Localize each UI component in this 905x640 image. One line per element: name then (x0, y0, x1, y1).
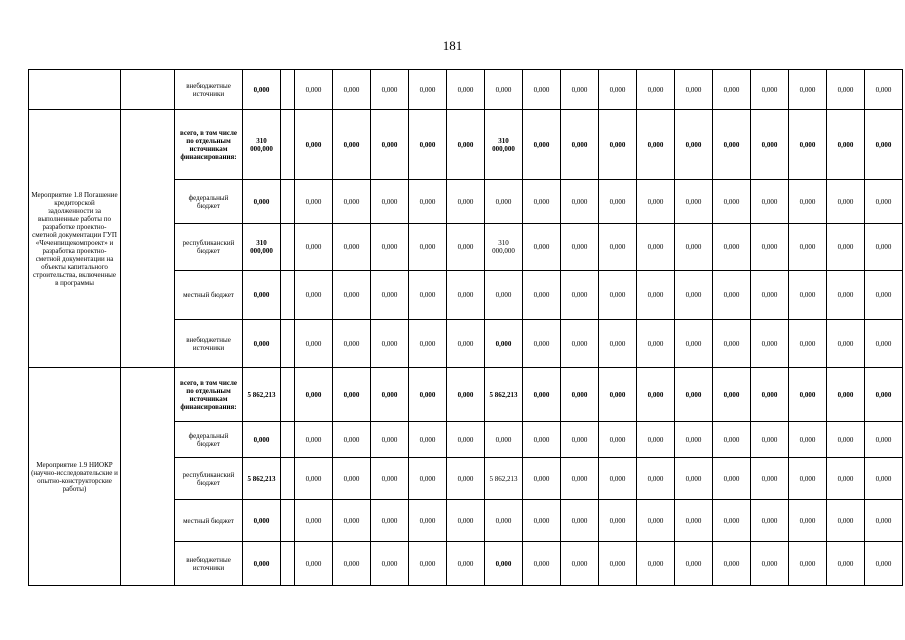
value-cell: 0,000 (523, 180, 561, 224)
funding-source-cell: республиканский бюджет (175, 224, 243, 271)
value-cell: 0,000 (865, 500, 903, 542)
value-cell: 0,000 (409, 110, 447, 180)
value-cell: 0,000 (713, 368, 751, 422)
value-cell: 0,000 (789, 458, 827, 500)
total-cell: 0,000 (243, 320, 281, 368)
value-cell: 0,000 (485, 500, 523, 542)
value-cell: 0,000 (675, 422, 713, 458)
value-cell: 0,000 (371, 500, 409, 542)
value-cell: 0,000 (599, 368, 637, 422)
value-cell: 0,000 (865, 422, 903, 458)
value-cell: 0,000 (485, 542, 523, 586)
value-cell: 0,000 (333, 422, 371, 458)
empty-cell (281, 320, 295, 368)
value-cell: 0,000 (827, 180, 865, 224)
funding-source-cell: федеральный бюджет (175, 422, 243, 458)
value-cell: 0,000 (865, 110, 903, 180)
value-cell: 0,000 (409, 368, 447, 422)
value-cell: 0,000 (447, 458, 485, 500)
value-cell: 0,000 (865, 458, 903, 500)
value-cell: 0,000 (675, 458, 713, 500)
empty-cell (281, 180, 295, 224)
table-row (29, 110, 903, 180)
value-cell: 0,000 (751, 180, 789, 224)
value-cell: 0,000 (599, 542, 637, 586)
value-cell: 0,000 (751, 320, 789, 368)
value-cell: 0,000 (333, 70, 371, 110)
value-cell: 0,000 (789, 368, 827, 422)
empty-cell (281, 422, 295, 458)
value-cell: 0,000 (637, 500, 675, 542)
value-cell: 0,000 (485, 271, 523, 320)
value-cell: 0,000 (865, 180, 903, 224)
value-cell: 0,000 (333, 458, 371, 500)
value-cell: 0,000 (333, 110, 371, 180)
value-cell: 0,000 (637, 224, 675, 271)
value-cell: 0,000 (561, 70, 599, 110)
funding-source-cell: внебюджетные источники (175, 70, 243, 110)
value-cell: 0,000 (675, 110, 713, 180)
total-cell: 5 862,213 (243, 458, 281, 500)
total-cell: 0,000 (243, 500, 281, 542)
value-cell: 0,000 (675, 500, 713, 542)
value-cell: 0,000 (599, 422, 637, 458)
value-cell: 0,000 (333, 224, 371, 271)
value-cell: 0,000 (865, 320, 903, 368)
value-cell: 0,000 (561, 320, 599, 368)
value-cell: 0,000 (789, 180, 827, 224)
empty-cell (121, 110, 175, 368)
funding-source-cell: внебюджетные источники (175, 320, 243, 368)
value-cell: 0,000 (523, 542, 561, 586)
value-cell: 0,000 (409, 70, 447, 110)
value-cell: 0,000 (827, 70, 865, 110)
value-cell: 0,000 (599, 70, 637, 110)
value-cell: 0,000 (523, 458, 561, 500)
value-cell: 0,000 (409, 271, 447, 320)
value-cell: 0,000 (599, 458, 637, 500)
funding-source-cell: республиканский бюджет (175, 458, 243, 500)
value-cell: 0,000 (295, 422, 333, 458)
value-cell: 0,000 (713, 271, 751, 320)
value-cell: 0,000 (865, 70, 903, 110)
value-cell: 0,000 (713, 110, 751, 180)
value-cell: 0,000 (827, 368, 865, 422)
value-cell: 0,000 (713, 542, 751, 586)
value-cell: 0,000 (447, 500, 485, 542)
value-cell: 0,000 (523, 500, 561, 542)
activity-name-cell: Мероприятие 1.9 НИОКР (научно-исследовательские и опытно-конструкторские работы) (29, 368, 121, 586)
value-cell: 0,000 (295, 542, 333, 586)
value-cell: 0,000 (789, 320, 827, 368)
value-cell: 0,000 (333, 542, 371, 586)
value-cell: 0,000 (789, 110, 827, 180)
value-cell: 0,000 (447, 422, 485, 458)
value-cell: 0,000 (751, 271, 789, 320)
value-cell: 310 000,000 (485, 224, 523, 271)
value-cell: 0,000 (295, 320, 333, 368)
total-cell: 0,000 (243, 422, 281, 458)
value-cell: 0,000 (371, 542, 409, 586)
value-cell: 0,000 (523, 368, 561, 422)
value-cell: 0,000 (523, 110, 561, 180)
value-cell: 0,000 (561, 542, 599, 586)
value-cell: 0,000 (713, 458, 751, 500)
table-row (29, 368, 903, 422)
value-cell: 5 862,213 (485, 368, 523, 422)
activity-name-cell (29, 70, 121, 110)
value-cell: 0,000 (409, 542, 447, 586)
value-cell: 0,000 (561, 458, 599, 500)
total-cell: 0,000 (243, 542, 281, 586)
value-cell: 0,000 (637, 271, 675, 320)
value-cell: 0,000 (371, 368, 409, 422)
value-cell: 0,000 (675, 320, 713, 368)
value-cell: 0,000 (713, 500, 751, 542)
value-cell: 0,000 (409, 422, 447, 458)
value-cell: 0,000 (827, 224, 865, 271)
value-cell: 0,000 (827, 271, 865, 320)
page-number: 181 (442, 38, 463, 53)
value-cell: 0,000 (523, 70, 561, 110)
value-cell: 0,000 (751, 110, 789, 180)
value-cell: 0,000 (523, 422, 561, 458)
value-cell: 0,000 (827, 422, 865, 458)
value-cell: 0,000 (637, 368, 675, 422)
value-cell: 0,000 (295, 500, 333, 542)
value-cell: 0,000 (295, 180, 333, 224)
value-cell: 0,000 (333, 180, 371, 224)
value-cell: 0,000 (827, 320, 865, 368)
value-cell: 0,000 (599, 110, 637, 180)
value-cell: 0,000 (295, 368, 333, 422)
value-cell: 0,000 (865, 368, 903, 422)
value-cell: 0,000 (523, 224, 561, 271)
value-cell: 0,000 (827, 458, 865, 500)
value-cell: 0,000 (295, 110, 333, 180)
value-cell: 0,000 (561, 180, 599, 224)
value-cell: 0,000 (637, 542, 675, 586)
value-cell: 0,000 (409, 458, 447, 500)
value-cell: 0,000 (371, 180, 409, 224)
empty-cell (121, 70, 175, 110)
value-cell: 0,000 (789, 500, 827, 542)
value-cell: 0,000 (599, 180, 637, 224)
value-cell: 0,000 (295, 224, 333, 271)
empty-cell (281, 271, 295, 320)
value-cell: 0,000 (675, 70, 713, 110)
value-cell: 0,000 (675, 368, 713, 422)
value-cell: 0,000 (827, 110, 865, 180)
funding-source-cell: внебюджетные источники (175, 542, 243, 586)
value-cell: 0,000 (333, 271, 371, 320)
value-cell: 0,000 (371, 224, 409, 271)
value-cell: 0,000 (409, 224, 447, 271)
value-cell: 0,000 (447, 224, 485, 271)
value-cell: 0,000 (485, 180, 523, 224)
value-cell: 0,000 (409, 500, 447, 542)
value-cell: 0,000 (599, 224, 637, 271)
value-cell: 0,000 (447, 271, 485, 320)
value-cell: 0,000 (295, 70, 333, 110)
value-cell: 0,000 (561, 500, 599, 542)
value-cell: 0,000 (675, 224, 713, 271)
value-cell: 0,000 (523, 271, 561, 320)
value-cell: 0,000 (751, 500, 789, 542)
value-cell: 0,000 (409, 180, 447, 224)
value-cell: 0,000 (599, 320, 637, 368)
value-cell: 0,000 (447, 110, 485, 180)
empty-cell (281, 368, 295, 422)
value-cell: 0,000 (827, 500, 865, 542)
value-cell: 0,000 (637, 320, 675, 368)
activity-name-cell: Мероприятие 1.8 Погашение кредиторской задолженности за выполненные работы по разработке проектно-сметной документации ГУП «Чеченпищекомпроект» и разработка проектно-сметной документации на объекты капитального строительства, включенные в программы (29, 110, 121, 368)
value-cell: 0,000 (561, 368, 599, 422)
value-cell: 0,000 (789, 542, 827, 586)
empty-cell (281, 542, 295, 586)
value-cell: 0,000 (865, 224, 903, 271)
table-row (29, 70, 903, 110)
value-cell: 0,000 (751, 542, 789, 586)
funding-source-cell: местный бюджет (175, 500, 243, 542)
funding-source-cell: всего, в том числе по отдельным источникам финансирования: (175, 368, 243, 422)
value-cell: 0,000 (751, 224, 789, 271)
empty-cell (281, 110, 295, 180)
value-cell: 0,000 (713, 422, 751, 458)
value-cell: 0,000 (295, 271, 333, 320)
value-cell: 0,000 (371, 422, 409, 458)
total-cell: 0,000 (243, 70, 281, 110)
value-cell: 0,000 (599, 271, 637, 320)
total-cell: 0,000 (243, 271, 281, 320)
total-cell: 310 000,000 (243, 224, 281, 271)
total-cell: 310 000,000 (243, 110, 281, 180)
value-cell: 0,000 (789, 271, 827, 320)
value-cell: 0,000 (789, 224, 827, 271)
value-cell: 0,000 (561, 271, 599, 320)
value-cell: 0,000 (637, 70, 675, 110)
value-cell: 0,000 (599, 500, 637, 542)
value-cell: 0,000 (447, 542, 485, 586)
value-cell: 0,000 (637, 180, 675, 224)
value-cell: 0,000 (713, 224, 751, 271)
value-cell: 0,000 (447, 368, 485, 422)
value-cell: 0,000 (333, 500, 371, 542)
value-cell: 0,000 (333, 320, 371, 368)
value-cell: 0,000 (561, 224, 599, 271)
funding-source-cell: федеральный бюджет (175, 180, 243, 224)
value-cell: 0,000 (447, 320, 485, 368)
value-cell: 0,000 (295, 458, 333, 500)
funding-source-cell: местный бюджет (175, 271, 243, 320)
funding-source-cell: всего, в том числе по отдельным источникам финансирования: (175, 110, 243, 180)
value-cell: 0,000 (637, 110, 675, 180)
value-cell: 0,000 (485, 320, 523, 368)
empty-cell (121, 368, 175, 586)
value-cell: 0,000 (751, 70, 789, 110)
value-cell: 0,000 (333, 368, 371, 422)
value-cell: 0,000 (827, 542, 865, 586)
empty-cell (281, 458, 295, 500)
total-cell: 5 862,213 (243, 368, 281, 422)
value-cell: 0,000 (561, 110, 599, 180)
value-cell: 0,000 (371, 110, 409, 180)
total-cell: 0,000 (243, 180, 281, 224)
table-body (29, 70, 903, 586)
value-cell: 0,000 (371, 458, 409, 500)
value-cell: 310 000,000 (485, 110, 523, 180)
value-cell: 0,000 (865, 542, 903, 586)
value-cell: 0,000 (485, 70, 523, 110)
value-cell: 0,000 (751, 368, 789, 422)
value-cell: 0,000 (485, 422, 523, 458)
value-cell: 0,000 (447, 180, 485, 224)
value-cell: 0,000 (675, 271, 713, 320)
budget-table (28, 69, 903, 586)
value-cell: 0,000 (675, 180, 713, 224)
value-cell: 0,000 (371, 70, 409, 110)
empty-cell (281, 224, 295, 271)
value-cell: 0,000 (637, 458, 675, 500)
value-cell: 0,000 (675, 542, 713, 586)
value-cell: 0,000 (371, 271, 409, 320)
value-cell: 0,000 (751, 458, 789, 500)
value-cell: 0,000 (523, 320, 561, 368)
value-cell: 0,000 (789, 70, 827, 110)
value-cell: 0,000 (751, 422, 789, 458)
value-cell: 0,000 (447, 70, 485, 110)
value-cell: 0,000 (865, 271, 903, 320)
value-cell: 0,000 (713, 180, 751, 224)
value-cell: 0,000 (713, 70, 751, 110)
value-cell: 5 862,213 (485, 458, 523, 500)
value-cell: 0,000 (409, 320, 447, 368)
value-cell: 0,000 (561, 422, 599, 458)
value-cell: 0,000 (371, 320, 409, 368)
value-cell: 0,000 (789, 422, 827, 458)
empty-cell (281, 70, 295, 110)
empty-cell (281, 500, 295, 542)
value-cell: 0,000 (713, 320, 751, 368)
value-cell: 0,000 (637, 422, 675, 458)
